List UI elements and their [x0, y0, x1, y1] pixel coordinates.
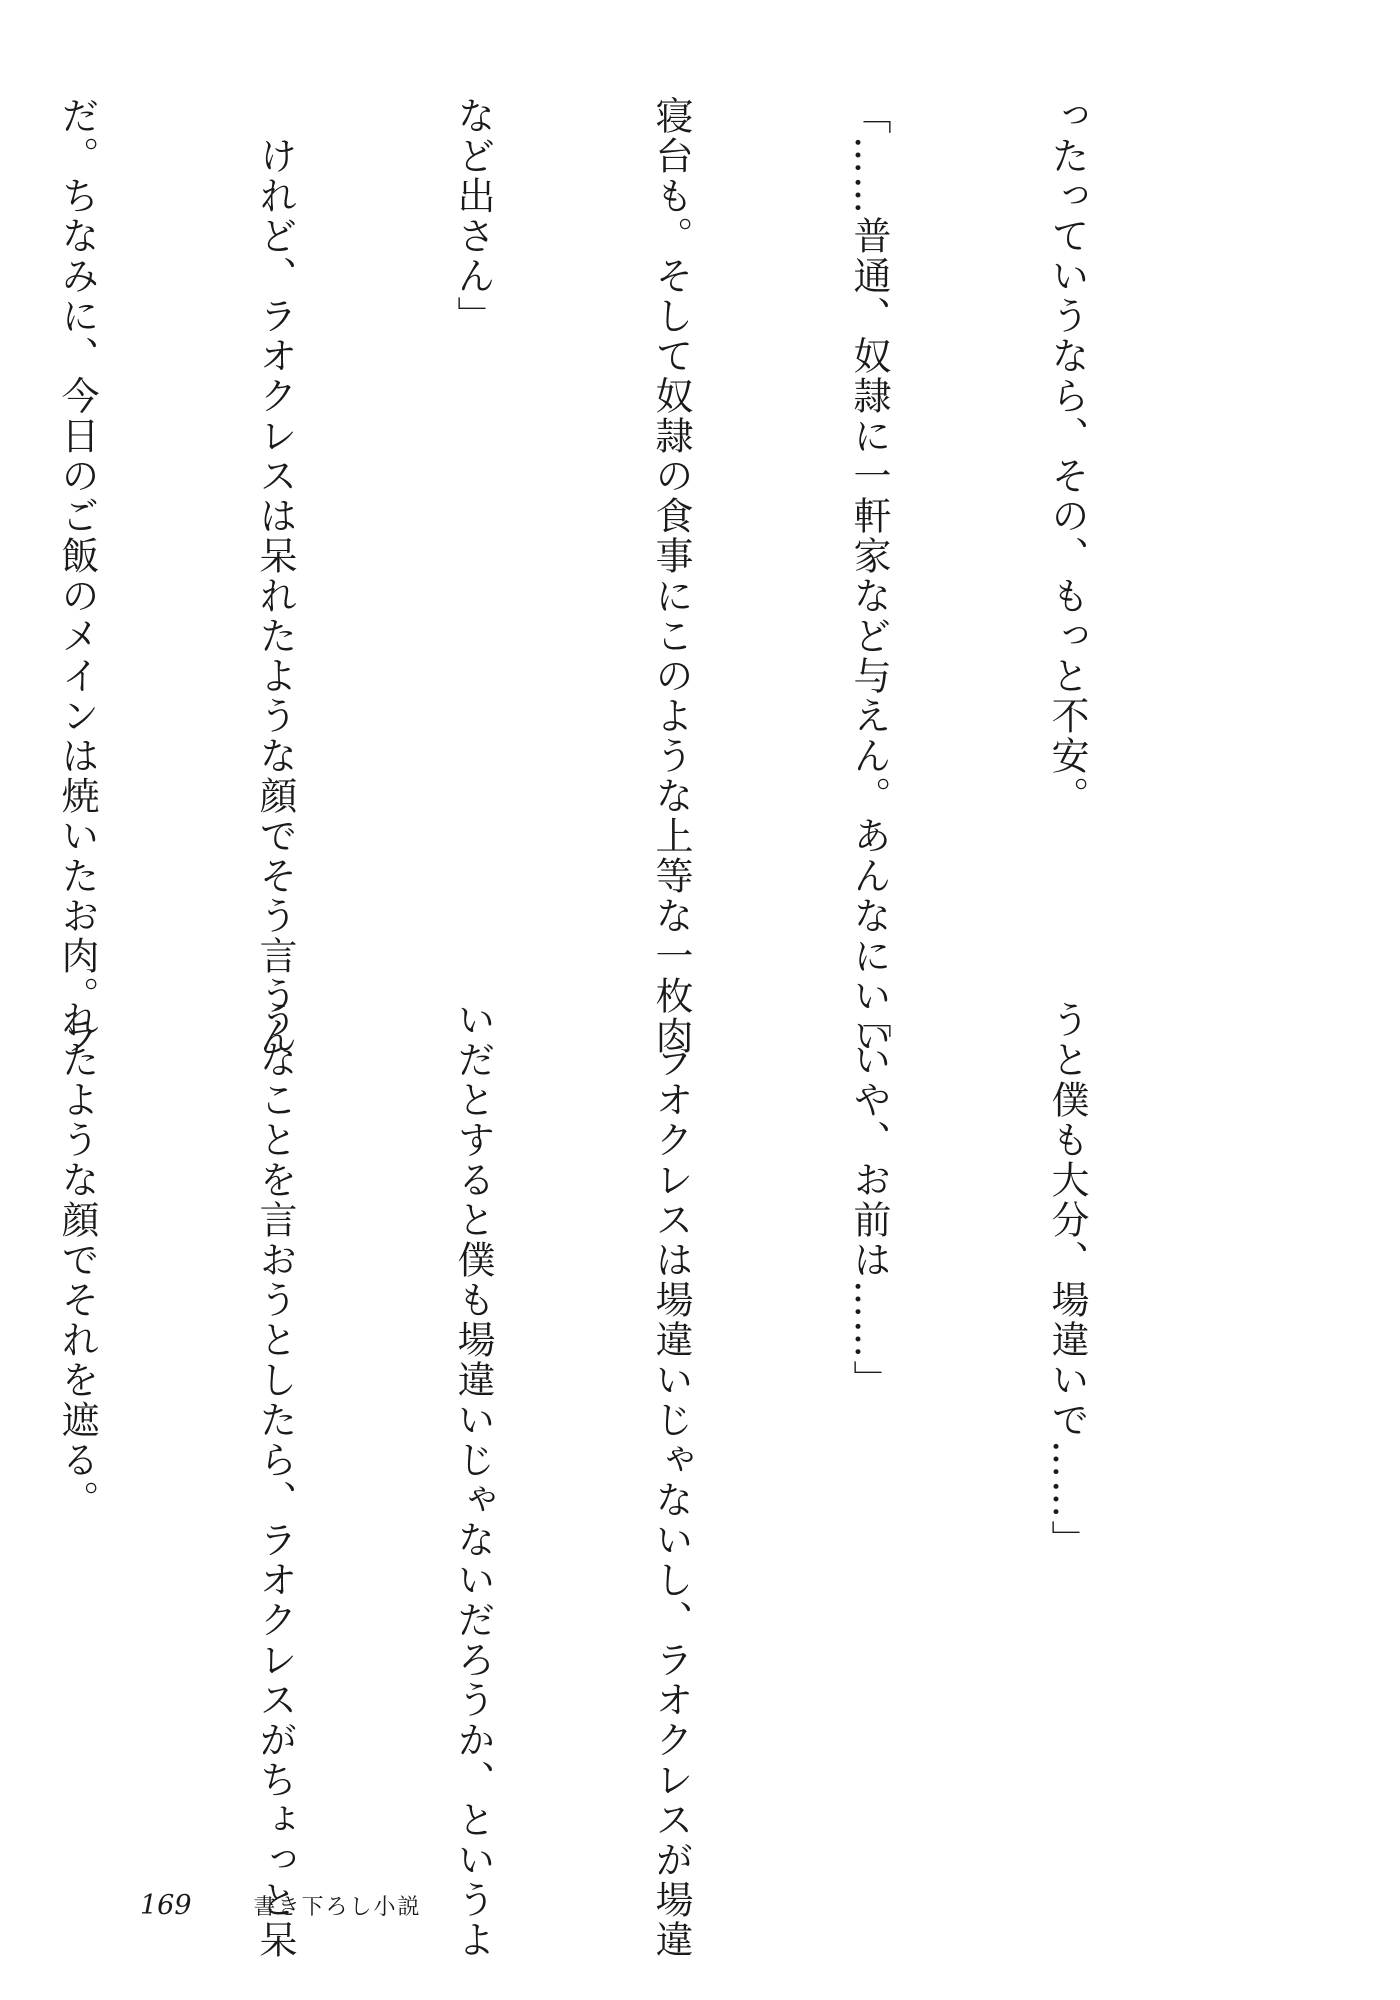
text-column: 寝台も。そして奴隷の食事にこのような上等な一枚肉 — [649, 96, 693, 1056]
running-title: 書き下ろし小説 — [253, 1895, 422, 1920]
text-column: うと僕も大分、場違いで……」 — [1045, 1000, 1089, 1560]
text-column: れたような顔でそれを遮る。 — [55, 1000, 99, 1520]
text-column: 「……普通、奴隷に一軒家など与えん。あんなにいい — [847, 96, 891, 1056]
text-column: いだとすると僕も場違いじゃないだろうか、というよ — [451, 1000, 495, 1960]
text-column: 「いや、お前は……」 — [847, 1000, 891, 1400]
page-number: 169 — [140, 1890, 192, 1921]
text-block-top — [55, 96, 1232, 1056]
text-column: だ。ちなみに、今日のご飯のメインは焼いたお肉。ラ — [55, 96, 99, 1056]
text-column: ったっていうなら、その、もっと不安。 — [1045, 96, 1089, 816]
text-column: など出さん」 — [451, 96, 495, 336]
text-column: うなことを言おうとしたら、ラオクレスがちょっと呆 — [253, 1000, 297, 1960]
text-column: けれど、ラオクレスは呆れたような顔でそう言うん — [253, 96, 297, 1056]
page-footer — [140, 1890, 422, 1921]
text-column: ラオクレスは場違いじゃないし、ラオクレスが場違 — [649, 1000, 693, 1960]
